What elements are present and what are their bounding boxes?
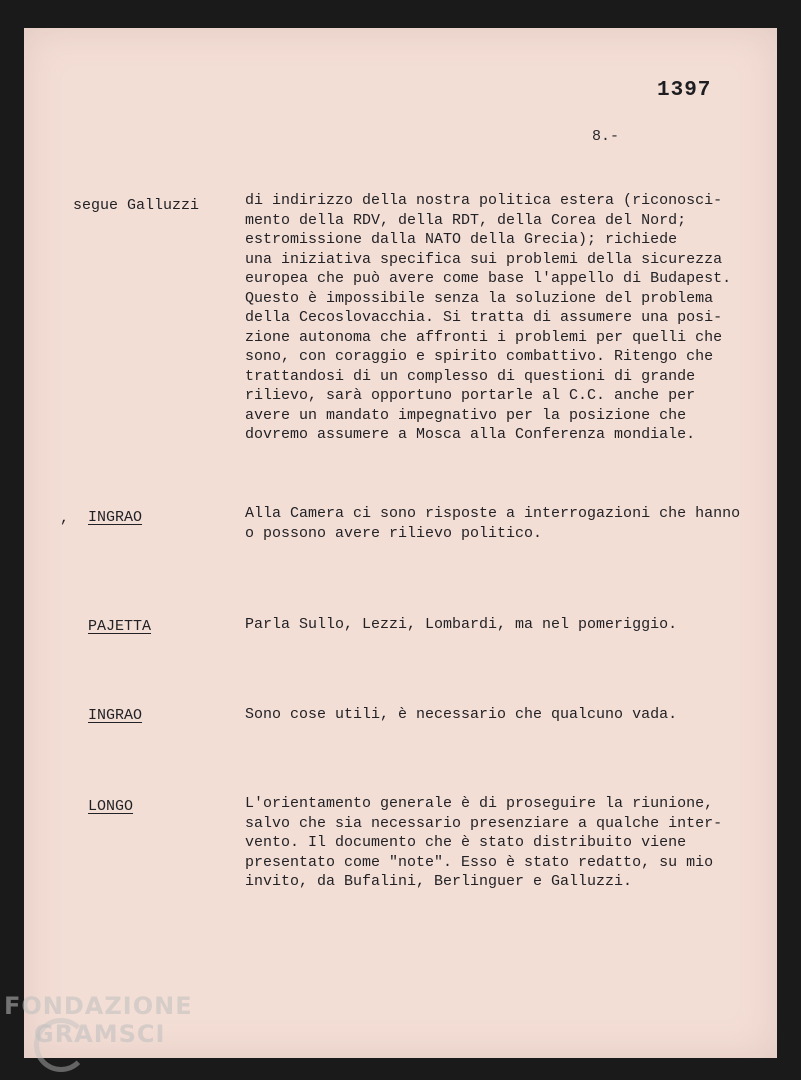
speech-text: Sono cose utili, è necessario che qualcuno vada.	[245, 706, 678, 723]
speaker-label: INGRAO	[88, 509, 143, 526]
margin-mark: ,	[60, 510, 70, 527]
speech-text: L'orientamento generale è di proseguire la riunione, salvo che sia necessario presenziare a qualche inter- vento. Il documento che è stato distribuito viene presentato come "note". Esso è stato redatto, su mio invito, da Bufalini, Berlinguer e Galluzzi.	[245, 795, 723, 890]
document-page	[24, 28, 777, 1058]
watermark	[4, 992, 193, 1048]
speaker-label: segue Galluzzi	[73, 197, 200, 214]
watermark-line2: GRAMSCI	[34, 1020, 166, 1048]
speaker-label: LONGO	[88, 798, 134, 815]
speaker-label: INGRAO	[88, 707, 143, 724]
watermark-line1: FONDAZIONE	[4, 992, 193, 1020]
speaker-label: PAJETTA	[88, 618, 152, 635]
sub-page-number: 8.-	[592, 128, 620, 145]
speech-text: di indirizzo della nostra politica estera (riconosci- mento della RDV, della RDT, della Corea del Nord; estromissione dalla NATO della Grecia); richiede una iniziativa specifica sui problemi della sicurezza europea che può avere come base l'appello di Budapest. Questo è impossibile senza la soluzione del problema della Cecoslovacchia. Si tratta di assumere una posi- zione autonoma che affronti i problemi per quelli che sono, con coraggio e spirito combattivo. Ritengo che trattandosi di un complesso di questioni di grande rilievo, sarà opportuno portarle al C.C. anche per avere un mandato impegnativo per la posizione che dovremo assumere a Mosca alla Conferenza mondiale.	[245, 192, 732, 443]
speech-text: Alla Camera ci sono risposte a interrogazioni che hanno o possono avere rilievo politico.	[245, 505, 741, 542]
speech-text: Parla Sullo, Lezzi, Lombardi, ma nel pomeriggio.	[245, 616, 678, 633]
page-number: 1397	[657, 79, 712, 102]
